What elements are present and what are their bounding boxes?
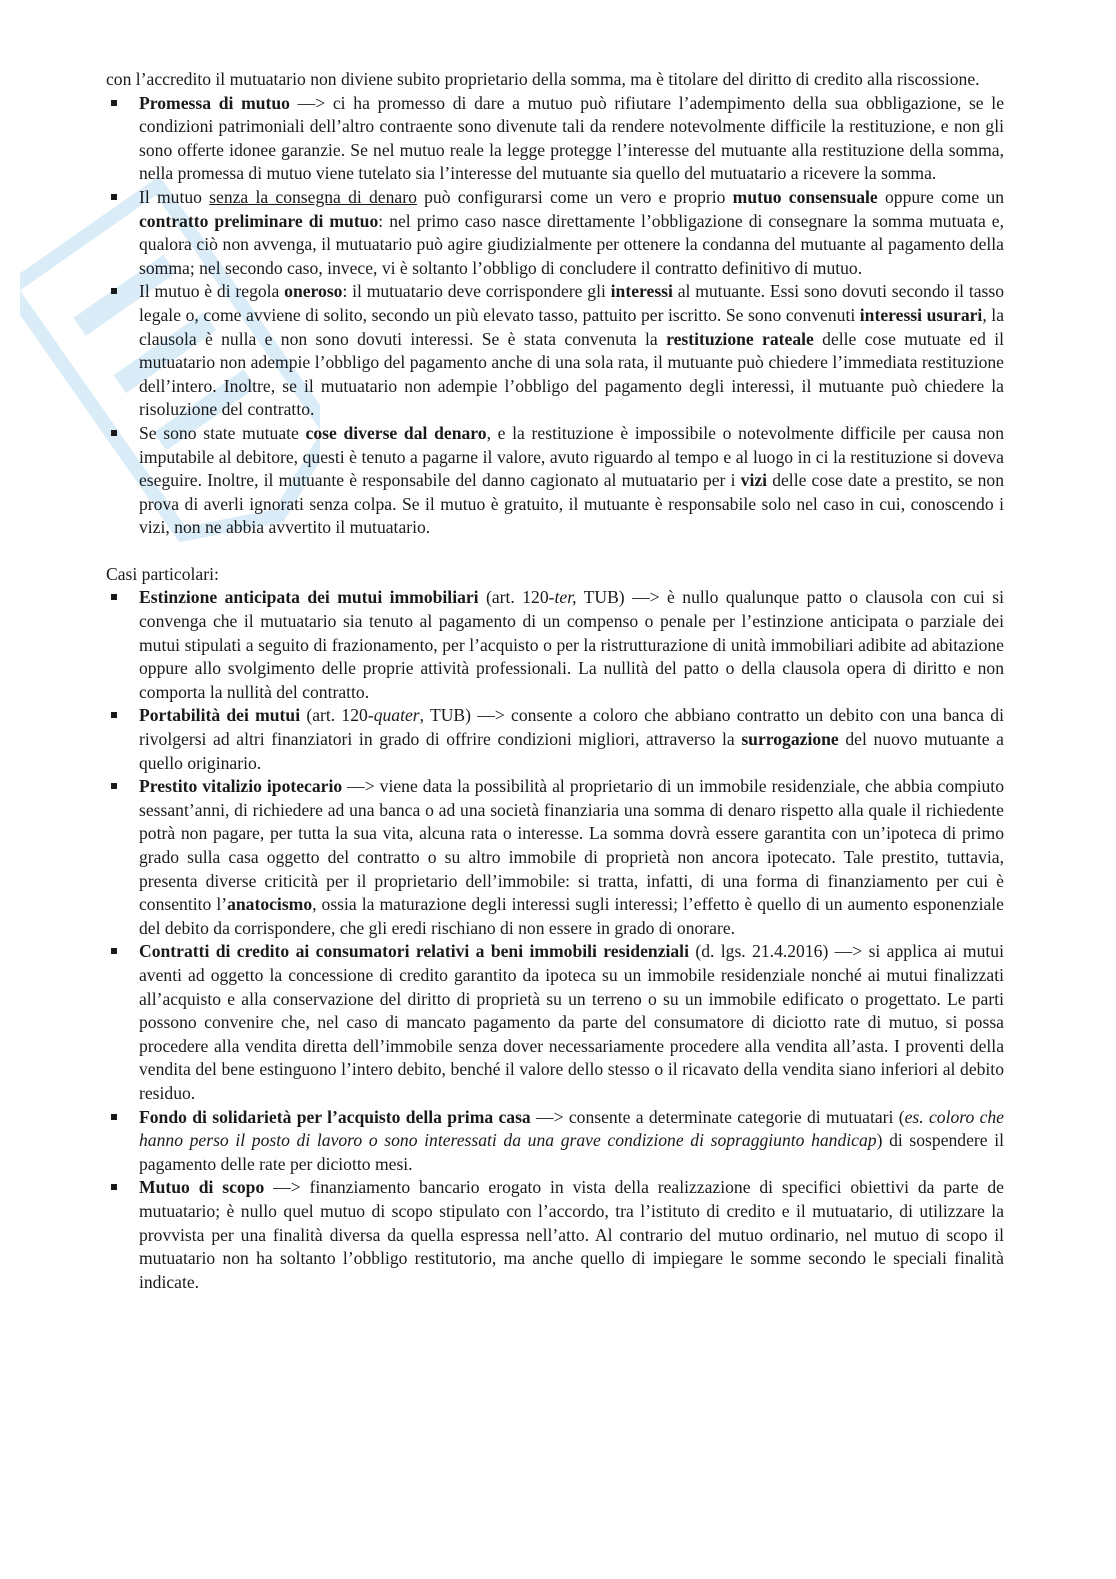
- list-item-promessa: Promessa di mutuo —> ci ha promesso di dare a mutuo può rifiutare l’adempimento della sua obbligazione, se le condizioni patrimoniali dell’altro contraente sono divenute tali da rendere notevolmente difficile la restituzione, e non gli sono offerte idonee garanzie. Se nel mutuo reale la legge protegge l’interesse del mutuante alla restituzione della somma, nella promessa di mutuo viene tutelato sia l’interesse del mutuante sia quello del mutuatario a ricevere la somma.: [106, 92, 1004, 186]
- list-item-portabilita: Portabilità dei mutui (art. 120-quater, TUB) —> consente a coloro che abbiano contratto un debito con una banca di rivolgersi ad altri finanziatori in grado di offrire condizioni migliori, attraverso la surrogazione del nuovo mutuante a quello originario.: [106, 704, 1004, 775]
- bullet-list-1: [106, 92, 1004, 540]
- list-item-estinzione: Estinzione anticipata dei mutui immobiliari (art. 120-ter, TUB) —> è nullo qualunque patto o clausola con cui si convenga che il mutuatario sia tenuto al pagamento di un compenso o penale per l’estinzione anticipata o parziale dei mutui stipulati a seguito di frazionamento, per l’acquisto o per la ristrutturazione di unità immobiliari adibite ad abitazione oppure allo svolgimento delle proprie attività professionali. La nullità del patto o della clausola opera di diritto e non comporta la nullità del contratto.: [106, 586, 1004, 704]
- list-item-prestito-vitalizio: Prestito vitalizio ipotecario —> viene data la possibilità al proprietario di un immobile residenziale, che abbia compiuto sessant’anni, di richiedere ad una banca o ad una società finanziaria una somma di denaro rispetto alla quale il richiedente potrà non pagare, per tutta la sua vita, alcuna rata o interesse. La somma dovrà essere garantita con un’ipoteca di primo grado sulla casa oggetto del contratto o su altro immobile di proprietà non ancora ipotecato. Tale prestito, tuttavia, presenta diverse criticità per il proprietario dell’immobile: si tratta, infatti, di una forma di finanziamento per cui è consentito l’anatocismo, ossia la maturazione degli interessi sugli interessi; l’effetto è quello di un aumento esponenziale del debito da corrispondere, che gli eredi rischiano di non essere in grado di onorare.: [106, 775, 1004, 940]
- list-item-fondo-solidarieta: Fondo di solidarietà per l’acquisto della prima casa —> consente a determinate categorie di mutuatari (es. coloro che hanno perso il posto di lavoro o sono interessati da una grave condizione di sopraggiunto handicap) di sospendere il pagamento delle rate per diciotto mesi.: [106, 1106, 1004, 1177]
- bullet-list-2: [106, 586, 1004, 1294]
- list-item-cose-diverse: Se sono state mutuate cose diverse dal denaro, e la restituzione è impossibile o notevolmente difficile per causa non imputabile al debitore, questi è tenuto a pagarne il valore, avuto riguardo al tempo e al luogo in ci la restituzione si doveva eseguire. Inoltre, il mutuante è responsabile del danno cagionato al mutuatario per i vizi delle cose date a prestito, se non prova di averli ignorati senza colpa. Se il mutuo è gratuito, il mutuante è responsabile solo nel caso in cui, conoscendo i vizi, non ne abbia avvertito il mutuatario.: [106, 422, 1004, 540]
- list-item-contratti-credito: Contratti di credito ai consumatori relativi a beni immobili residenziali (d. lgs. 21.4.2016) —> si applica ai mutui aventi ad oggetto la concessione di credito garantito da ipoteca su un immobile residenziale nonché ai mutui finalizzati all’acquisto e alla conservazione del diritto di proprietà su un terreno o su un immobile edificato o progettato. Le parti possono convenire che, nel caso di mancato pagamento da parte del consumatore di diciotto rate di mutuo, si possa procedere alla vendita diretta dell’immobile senza dover necessariamente procedere alla vendita all’asta. I proventi della vendita del bene estinguono l’intero debito, benché il valore dello stesso o il ricavato della vendita siano inferiori al debito residuo.: [106, 940, 1004, 1105]
- document-page: [106, 68, 1004, 1294]
- intro-paragraph: con l’accredito il mutuatario non diviene subito proprietario della somma, ma è titolare del diritto di credito alla riscossione.: [106, 69, 980, 89]
- list-item-mutuo-consensuale: Il mutuo senza la consegna di denaro può configurarsi come un vero e proprio mutuo consensuale oppure come un contratto preliminare di mutuo: nel primo caso nasce direttamente l’obbligazione di consegnare la somma mutuata e, qualora ciò non avvenga, il mutuatario può agire giudizialmente per ottenere la condanna del mutuante al pagamento della somma; nel secondo caso, invece, vi è soltanto l’obbligo di concludere il contratto definitivo di mutuo.: [106, 186, 1004, 280]
- section-label: Casi particolari:: [106, 563, 219, 584]
- list-item-mutuo-scopo: Mutuo di scopo —> finanziamento bancario erogato in vista della realizzazione di specifici obiettivi da parte de mutuatario; è nullo quel mutuo di scopo stipulato con l’accordo, tra l’istituto di credito e il mutuatario, di utilizzare la provvista per una finalità diversa da quella espressa nell’atto. Al contrario del mutuo ordinario, nel mutuo di scopo il mutuatario non ha soltanto l’obbligo restitutorio, ma anche quello di impiegare le somme secondo le speciali finalità indicate.: [106, 1176, 1004, 1294]
- list-item-oneroso: Il mutuo è di regola oneroso: il mutuatario deve corrispondere gli interessi al mutuante. Essi sono dovuti secondo il tasso legale o, come avviene di solito, secondo un più elevato tasso, pattuito per iscritto. Se sono convenuti interessi usurari, la clausola è nulla e non sono dovuti interessi. Se è stata convenuta la restituzione rateale delle cose mutuate ed il mutuatario non adempie l’obbligo del pagamento anche di una sola rata, il mutuante può chiedere l’immediata restituzione dell’intero. Inoltre, se il mutuatario non adempie l’obbligo del pagamento degli interessi, il mutuante può chiedere la risoluzione del contratto.: [106, 280, 1004, 422]
